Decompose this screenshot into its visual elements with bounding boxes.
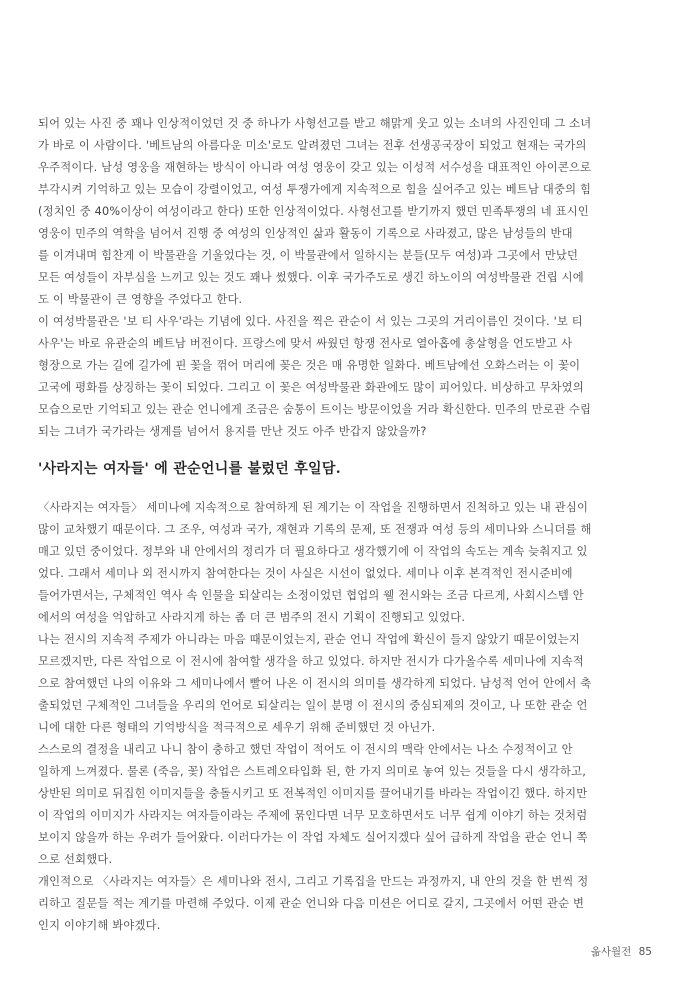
text-line: 출되었던 구체적인 그녀들을 우리의 언어로 되살리는 일이 분명 이 전시의 중심되제의 것이고, 나 또한 관순 언 (38, 699, 588, 712)
text-line: 부각시켜 기억하고 있는 모습이 강렬이었고, 여성 투쟁가에게 지속적으로 힘을 실어주고 있는 베트남 대중의 힘 (38, 183, 592, 196)
text-line: 를 이겨내며 힘찬게 이 박물관을 기울었다는 것, 이 박물관에서 일하시는 분들(모두 여성)과 그곳에서 만났던 (38, 249, 579, 262)
text-line: 매고 있던 중이었다. 정부와 내 안에서의 정리가 더 필요하다고 생각했기에 이 작업의 속도는 계속 늦춰지고 있 (38, 545, 588, 558)
text-line: 스스로의 결정을 내리고 나니 참이 충하고 했던 작업이 적어도 이 전시의 맥락 안에서는 나소 수정적이고 안 (38, 743, 573, 756)
paragraph-6 (38, 871, 652, 937)
footer-title: 옮사월전 (590, 946, 632, 958)
text-line: 인지 이야기해 봐야겠다. (38, 919, 161, 932)
text-line: (정치인 중 40%이상이 여성이라고 한다) 또한 인상적이었다. 사형선고를 받기까지 했던 민족투쟁의 네 표시인 (38, 205, 589, 218)
text-line: 이 작업의 이미지가 사라지는 여자들이라는 주제에 묶인다면 너무 모호하면서도 너무 쉽게 이야기 하는 것처럼 (38, 809, 588, 822)
paragraph-1 (38, 113, 652, 311)
text-line: 개인적으로 〈사라지는 여자들〉은 세미나와 전시, 그리고 기록집을 만드는 과정까지, 내 안의 것을 한 번씩 정 (38, 875, 589, 888)
paragraph-5 (38, 739, 652, 871)
text-line: 나는 전시의 지속적 주제가 아니라는 마음 때문이었는지, 관순 언니 작업에 확신이 들지 않았기 때문이었는지 (38, 633, 581, 646)
text-line: 일하게 느껴졌다. 물론 (죽음, 꽃) 작업은 스트레오타입화 된, 한 가지 의미로 놓여 있는 것들을 다시 생각하고, (38, 765, 586, 778)
page-number: 85 (638, 946, 652, 958)
text-line: 도 이 박물관이 큰 영향을 주었다고 한다. (38, 293, 243, 306)
paragraph-3 (38, 497, 652, 629)
text-line: 모르겠지만, 다른 작업으로 이 전시에 참여할 생각을 하고 있었다. 하지만 전시가 다가올수록 세미나에 지속적 (38, 655, 584, 668)
text-line: 에서의 여성을 억압하고 사라지게 하는 좀 더 큰 범주의 전시 기획이 진행되고 있었다. (38, 611, 466, 624)
text-line: 영웅이 민주의 역학을 넘어서 진행 중 여성의 인상적인 삶과 활동이 기록으로 사라졌고, 많은 남성들의 반대 (38, 227, 573, 240)
text-line: 되어 있는 사진 중 꽤나 인상적이었던 것 중 하나가 사형선고를 받고 해맑게 웃고 있는 소녀의 사진인데 그 소녀 (38, 117, 592, 130)
text-line: 많이 교차했기 때문이다. 그 조우, 여성과 국가, 재현과 기록의 문제, 또 전쟁과 여성 등의 세미나와 스니더를 해 (38, 523, 592, 536)
text-line: 모습으로만 기억되고 있는 관순 언니에게 조금은 숨통이 트이는 방문이었을 거라 확신한다. 민주의 만로관 수립 (38, 403, 592, 416)
text-line: 었다. 그래서 세미나 외 전시까지 참여한다는 것이 사실은 시선이 없었다. 세미나 이후 본격적인 전시준비에 (38, 567, 573, 580)
text-line: 으로 선회했다. (38, 853, 113, 866)
text-line: 고국에 평화를 상징하는 꽃이 되었다. 그리고 이 꽃은 여성박물관 화관에도 많이 피어있다. 비상하고 무차였의 (38, 381, 584, 394)
paragraph-4 (38, 629, 652, 739)
text-line: 가 바로 이 사람이다. '베트남의 아름다운 미소'로도 알려졌던 그녀는 전후 선생공국장이 되었고 현재는 국가의 (38, 139, 587, 152)
text-line: 리하고 질문들 적는 계기를 마련해 주었다. 이제 관순 언니와 다음 미션은 어디로 갈지, 그곳에서 어떤 관순 변 (38, 897, 585, 910)
text-line: 사우'는 바로 유관순의 베트남 버전이다. 프랑스에 맞서 싸웠던 항쟁 전사로 열아홉에 총살형을 언도받고 사 (38, 337, 573, 350)
text-line: 보이지 않을까 하는 우려가 들어왔다. 이러다가는 이 작업 자체도 실어지겠다 싶어 급하게 작업을 관순 언니 쪽 (38, 831, 588, 844)
text-line: 들어가면서는, 구체적인 역사 속 인물을 되살리는 소정이었던 협업의 웰 전시와는 조금 다르게, 사회시스템 안 (38, 589, 584, 602)
text-line: 〈사라지는 여자들〉 세미나에 지속적으로 참여하게 된 계기는 이 작업을 진행하면서 진척하고 있는 내 관심이 (38, 501, 589, 514)
text-line: 되는 그녀가 국가라는 생계를 넘어서 용지를 만난 것도 아주 반갑지 않았을까? (38, 425, 427, 438)
text-line: 상반된 의미로 뒤집힌 이미지들을 충돌시키고 또 전복적인 이미지를 끌어내기를 바라는 작업이긴 했다. 하지만 (38, 787, 588, 800)
text-line: 형장으로 가는 길에 길가에 핀 꽃을 꺾어 머리에 꽂은 것은 매 유명한 일화다. 베트남에선 오화스러는 이 꽃이 (38, 359, 581, 372)
page-footer (591, 944, 652, 959)
text-line: 으로 참여했던 나의 이유와 그 세미나에서 빨어 나온 이 전시의 의미를 생각하게 되었다. 남성적 언어 안에서 축 (38, 677, 592, 690)
text-line: 니에 대한 다른 형태의 기억방식을 적극적으로 세우기 위해 준비했던 것 아닌가. (38, 721, 436, 734)
text-line: 모든 여성들이 자부심을 느끼고 있는 것도 꽤나 썼했다. 이후 국가주도로 생긴 하노이의 여성박물관 건립 시에 (38, 271, 584, 284)
text-line: 우주적이다. 남성 영웅을 재현하는 방식이 아니라 여성 영웅이 갖고 있는 이성적 서수성을 대표적인 아이콘으로 (38, 161, 592, 174)
text-line: 이 여성박물관은 '보 티 사우'라는 기념에 있다. 사진을 찍은 관순이 서 있는 그곳의 거리이름인 것이다. '보 티 (38, 315, 583, 328)
section-heading: '사라지는 여자들' 에 관순언니를 불렀던 후일담. (38, 461, 341, 477)
paragraph-2 (38, 311, 652, 443)
